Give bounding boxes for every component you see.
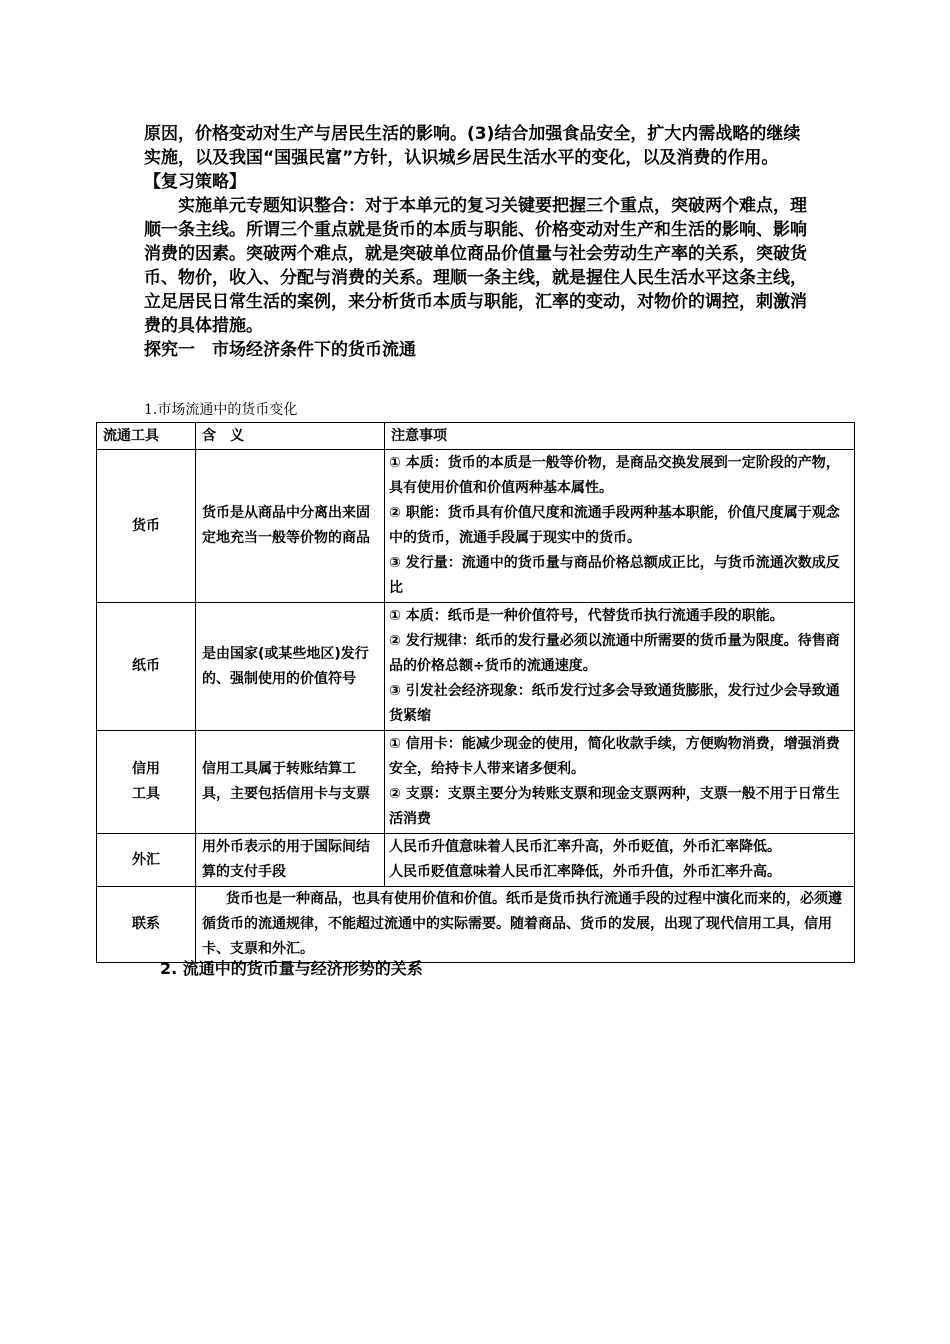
header-meaning: 含 义 — [196, 423, 385, 450]
header-tool: 流通工具 — [97, 423, 196, 450]
notes-cell — [385, 603, 855, 731]
table-row — [97, 731, 855, 834]
link-text-cell: 货币也是一种商品，也具有使用价值和价值。纸币是货币执行流通手段的过程中演化而来的，必须遵循货币的流通规律，不能超过流通中的实际需要。随着商品、货币的发展，出现了现代信用工具，信用卡、支票和外汇。 — [196, 887, 855, 963]
table-header-row — [97, 423, 855, 450]
strategy-heading: 【复习策略】 — [144, 172, 246, 192]
note-item: 人民币升值意味着人民币汇率升高，外币贬值，外币汇率降低。 — [389, 839, 781, 855]
note-item: 人民币贬值意味着人民币汇率降低，外币升值，外币汇率升高。 — [389, 864, 781, 880]
intro-paragraph: 原因，价格变动对生产与居民生活的影响。(3)结合加强食品安全，扩大内需战略的继续实施，以及我国“国强民富”方针，认识城乡居民生活水平的变化，以及消费的作用。 — [144, 124, 801, 168]
tool-cell: 纸币 — [97, 603, 196, 731]
note-item: ② 职能：货币具有价值尺度和流通手段两种基本职能，价值尺度属于观念中的货币，流通手段属于现实中的货币。 — [389, 505, 840, 546]
strategy-paragraph: 实施单元专题知识整合：对于本单元的复习关键要把握三个重点，突破两个难点，理顺一条主线。所谓三个重点就是货币的本质与职能、价格变动对生产和生活的影响、影响消费的因素。突破两个难点，就是突破单位商品价值量与社会劳动生产率的关系，突破货币、物价，收入、分配与消费的关系。理顺一条主线，就是握住人民生活水平这条主线，立足居民日常生活的案例，来分析货币本质与职能，汇率的变动，对物价的调控，刺激消费的具体措施。 — [144, 196, 807, 336]
meaning-cell: 是由国家(或某些地区)发行的、强制使用的价值符号 — [196, 603, 385, 731]
note-item: ③ 发行量：流通中的货币量与商品价格总额成正比，与货币流通次数成反比 — [389, 555, 840, 596]
notes-cell — [385, 731, 855, 834]
table-row-link — [97, 887, 855, 963]
note-item: ① 本质：货币的本质是一般等价物，是商品交换发展到一定阶段的产物，具有使用价值和价值两种基本属性。 — [389, 455, 840, 496]
note-item: ① 信用卡：能减少现金的使用，简化收款手续，方便购物消费，增强消费安全，给持卡人带来诸多便利。 — [389, 736, 840, 777]
table-row — [97, 834, 855, 887]
notes-cell — [385, 834, 855, 887]
notes-cell — [385, 450, 855, 603]
table-row — [97, 603, 855, 731]
section-2-heading: 2. 流通中的货币量与经济形势的关系 — [160, 959, 423, 978]
explore-heading: 探究一 市场经济条件下的货币流通 — [144, 340, 416, 360]
table-caption: 1.市场流通中的货币变化 — [144, 402, 298, 418]
intro-section — [144, 122, 816, 362]
tool-cell: 外汇 — [97, 834, 196, 887]
note-item: ② 发行规律：纸币的发行量必须以流通中所需要的货币量为限度。待售商品的价格总额÷货币的流通速度。 — [389, 633, 840, 674]
tool-cell: 联系 — [97, 887, 196, 963]
note-item: ② 支票：支票主要分为转账支票和现金支票两种，支票一般不用于日常生活消费 — [389, 786, 840, 827]
meaning-cell: 货币是从商品中分离出来固定地充当一般等价物的商品 — [196, 450, 385, 603]
note-item: ① 本质：纸币是一种价值符号，代替货币执行流通手段的职能。 — [389, 608, 784, 624]
meaning-cell: 信用工具属于转账结算工具，主要包括信用卡与支票 — [196, 731, 385, 834]
currency-table — [96, 422, 855, 963]
note-item: ③ 引发社会经济现象：纸币发行过多会导致通货膨胀，发行过少会导致通货紧缩 — [389, 683, 840, 724]
table-row — [97, 450, 855, 603]
header-notes: 注意事项 — [385, 423, 855, 450]
tool-cell: 信用工具 — [97, 731, 196, 834]
meaning-cell: 用外币表示的用于国际间结算的支付手段 — [196, 834, 385, 887]
tool-cell: 货币 — [97, 450, 196, 603]
